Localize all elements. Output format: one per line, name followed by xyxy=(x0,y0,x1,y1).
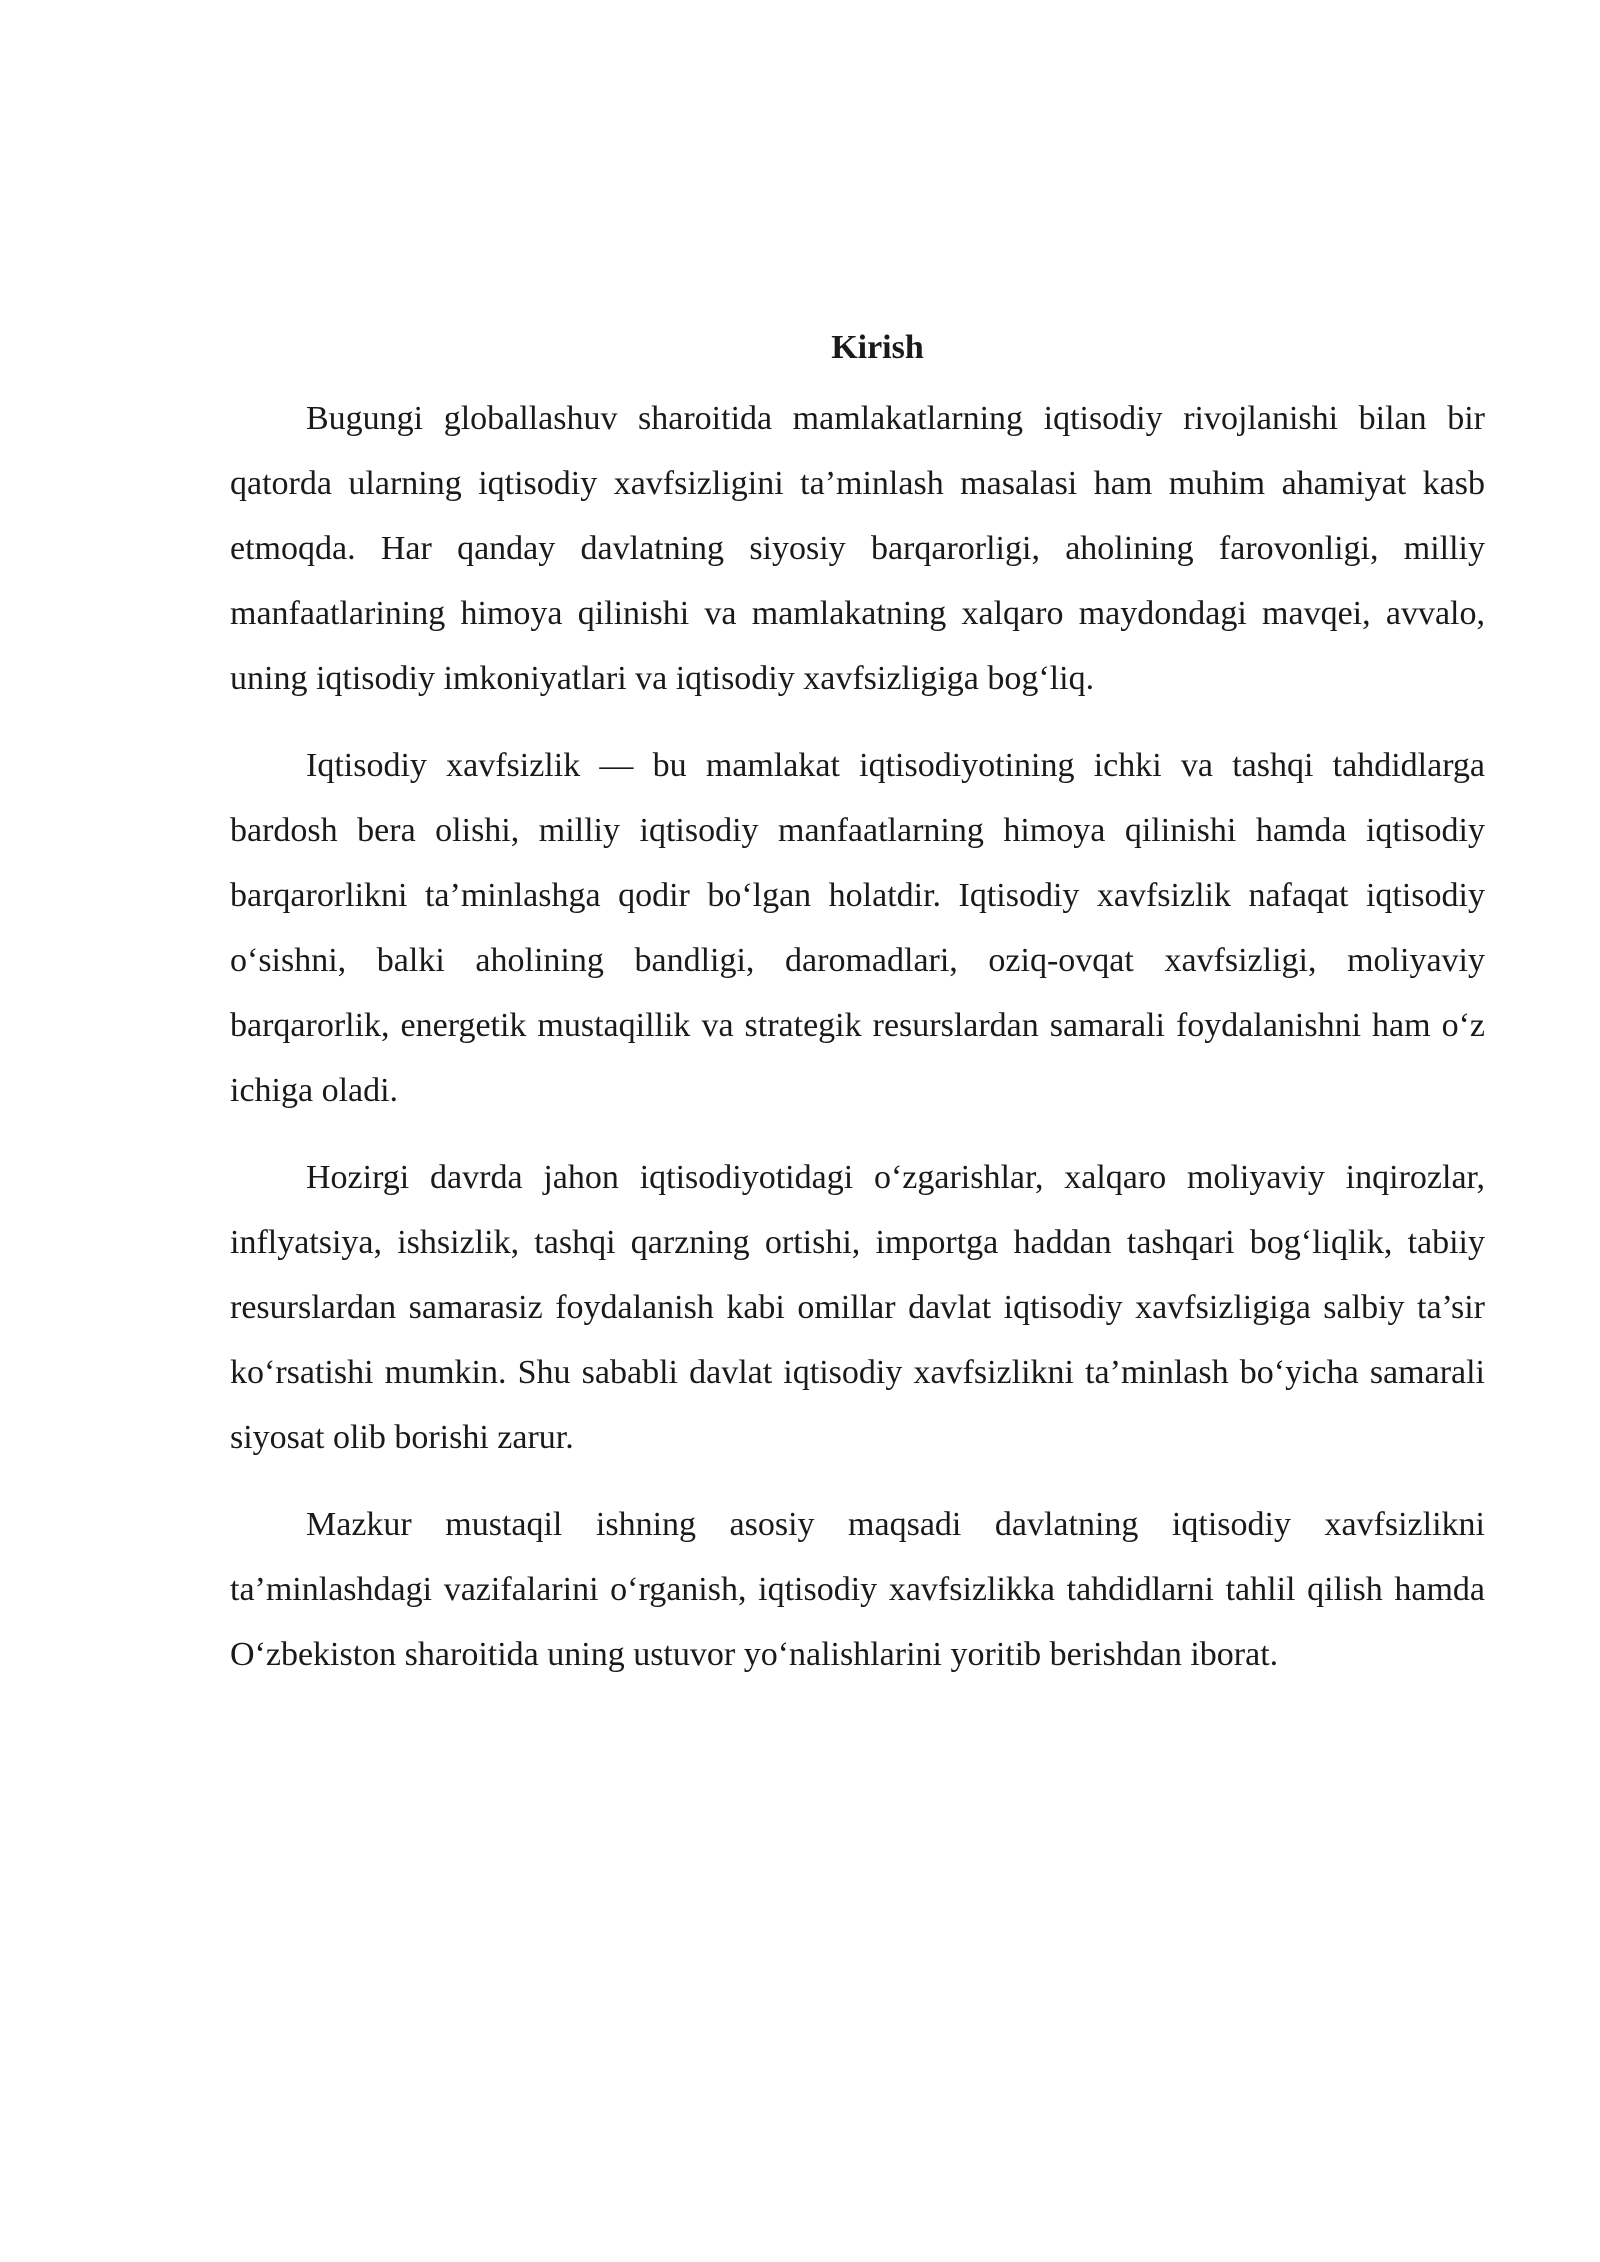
section-title: Kirish xyxy=(831,329,924,366)
document-body xyxy=(230,318,1485,1709)
paragraph-3: Hozirgi davrda jahon iqtisodiyotidagi o‘zgarishlar, xalqaro moliyaviy inqirozlar, inflyatsiya, ishsizlik, tashqi qarzning ortishi, importga haddan tashqari bog‘liqlik, tabiiy resurslardan samarasiz foydalanish kabi omillar davlat iqtisodiy xavfsizligiga salbiy ta’sir ko‘rsatishi mumkin. Shu sababli davlat iqtisodiy xavfsizlikni ta’minlash bo‘yicha samarali siyosat olib borishi zarur. xyxy=(230,1159,1485,1456)
paragraph-1: Bugungi globallashuv sharoitida mamlakatlarning iqtisodiy rivojlanishi bilan bir qatorda ularning iqtisodiy xavfsizligini ta’minlash masalasi ham muhim ahamiyat kasb etmoqda. Har qanday davlatning siyosiy barqarorligi, aholining farovonligi, milliy manfaatlarining himoya qilinishi va mamlakatning xalqaro maydondagi mavqei, avvalo, uning iqtisodiy imkoniyatlari va iqtisodiy xavfsizligiga bog‘liq. xyxy=(230,400,1485,697)
paragraph-2: Iqtisodiy xavfsizlik — bu mamlakat iqtisodiyotining ichki va tashqi tahdidlarga bardosh bera olishi, milliy iqtisodiy manfaatlarning himoya qilinishi hamda iqtisodiy barqarorlikni ta’minlashga qodir bo‘lgan holatdir. Iqtisodiy xavfsizlik nafaqat iqtisodiy o‘sishni, balki aholining bandligi, daromadlari, oziq-ovqat xavfsizligi, moliyaviy barqarorlik, energetik mustaqillik va strategik resurslardan samarali foydalanishni ham o‘z ichiga oladi. xyxy=(230,747,1485,1109)
paragraph-4: Mazkur mustaqil ishning asosiy maqsadi davlatning iqtisodiy xavfsizlikni ta’minlashdagi vazifalarini o‘rganish, iqtisodiy xavfsizlikka tahdidlarni tahlil qilish hamda O‘zbekiston sharoitida uning ustuvor yo‘nalishlarini yoritib berishdan iborat. xyxy=(230,1506,1485,1673)
